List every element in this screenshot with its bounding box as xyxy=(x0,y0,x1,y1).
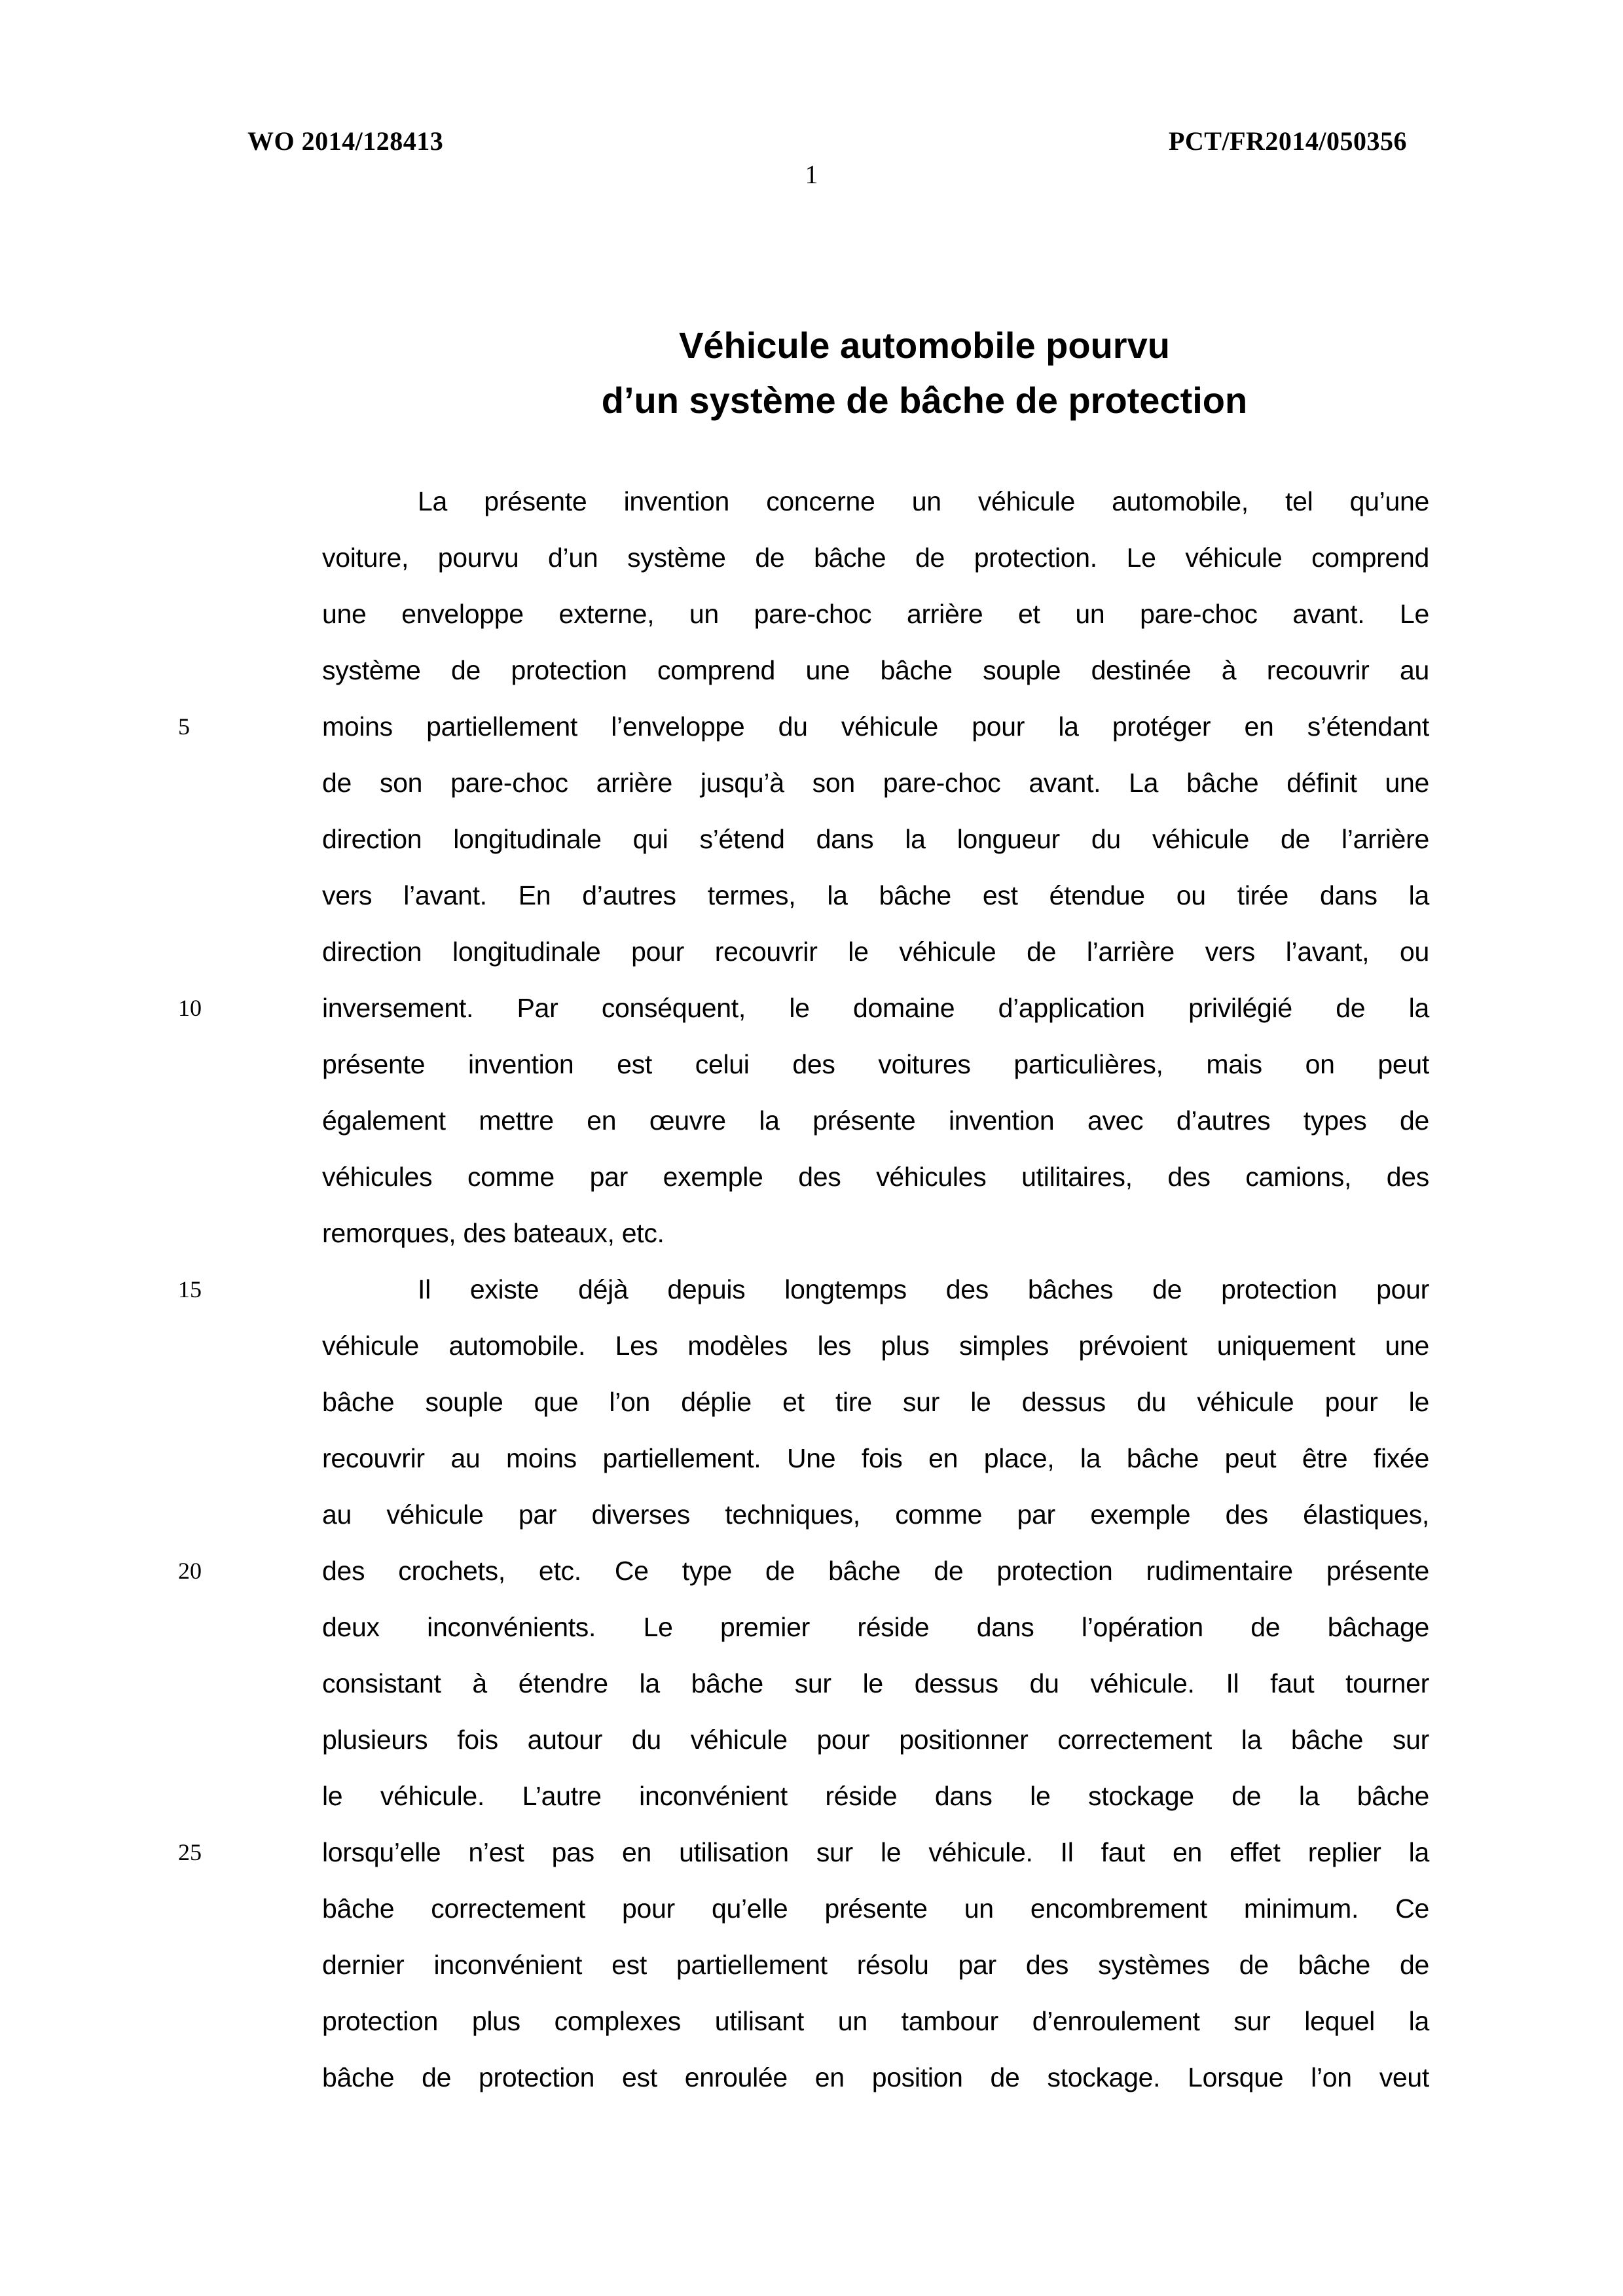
application-number: PCT/FR2014/050356 xyxy=(1168,126,1407,156)
body-line xyxy=(322,529,1429,586)
body-line xyxy=(322,811,1429,867)
body-line xyxy=(322,1712,1429,1768)
body-line-text: également mettre en œuvre la présente invention avec d’autres types de xyxy=(322,1105,1429,1136)
margin-line-number: 25 xyxy=(178,1839,202,1865)
body-line xyxy=(178,1543,1429,1599)
body-line-text: moins partiellement l’enveloppe du véhicule pour la protéger en s’étendant xyxy=(322,711,1429,742)
body-line xyxy=(322,1880,1429,1937)
margin-line-number xyxy=(178,1092,220,1149)
margin-line-number xyxy=(178,811,220,867)
body-line-text: inversement. Par conséquent, le domaine d’application privilégié de la xyxy=(322,993,1429,1023)
margin-line-number xyxy=(178,642,220,698)
margin-line-number xyxy=(178,867,220,924)
margin-line-number xyxy=(178,755,220,811)
publication-number: WO 2014/128413 xyxy=(247,126,444,156)
body-line xyxy=(322,586,1429,642)
body-line-text: système de protection comprend une bâche souple destinée à recouvrir au xyxy=(322,655,1429,685)
margin-line-number xyxy=(178,1599,220,1655)
margin-line-number xyxy=(178,1149,220,1205)
invention-title xyxy=(420,318,1429,428)
body-line-text: deux inconvénients. Le premier réside dans l’opération de bâchage xyxy=(322,1612,1429,1642)
body-line-text: des crochets, etc. Ce type de bâche de protection rudimentaire présente xyxy=(322,1556,1429,1586)
body-line xyxy=(322,1430,1429,1486)
body-line-text: bâche de protection est enroulée en position de stockage. Lorsque l’on veut xyxy=(322,2062,1429,2092)
body-line xyxy=(322,1993,1429,2049)
body-line-text: plusieurs fois autour du véhicule pour positionner correctement la bâche sur xyxy=(322,1725,1429,1755)
body-line xyxy=(322,1149,1429,1205)
body-line-text: bâche correctement pour qu’elle présente un encombrement minimum. Ce xyxy=(322,1893,1429,1924)
body-line xyxy=(178,698,1429,755)
body-line xyxy=(178,980,1429,1036)
body-line-text: le véhicule. L’autre inconvénient réside dans le stockage de la bâche xyxy=(322,1781,1429,1811)
margin-line-number xyxy=(178,529,220,586)
margin-line-number xyxy=(178,1655,220,1712)
body-line xyxy=(322,1768,1429,1824)
description-text xyxy=(178,473,1429,2106)
body-line xyxy=(322,1937,1429,1993)
margin-line-number xyxy=(178,1036,220,1092)
body-line-text: véhicules comme par exemple des véhicules utilitaires, des camions, des xyxy=(322,1162,1429,1192)
body-line xyxy=(322,1205,1429,1261)
body-line xyxy=(322,1092,1429,1149)
margin-line-number xyxy=(178,924,220,980)
body-line-text: lorsqu’elle n’est pas en utilisation sur le véhicule. Il faut en effet replier la xyxy=(322,1837,1429,1867)
margin-line-number xyxy=(178,2049,220,2106)
body-line-text: vers l’avant. En d’autres termes, la bâche est étendue ou tirée dans la xyxy=(322,880,1429,910)
margin-line-number xyxy=(178,1205,220,1261)
title-line-2: d’un système de bâche de protection xyxy=(601,380,1248,421)
body-line-text: direction longitudinale pour recouvrir le véhicule de l’arrière vers l’avant, ou xyxy=(322,937,1429,967)
body-line xyxy=(322,1036,1429,1092)
body-line xyxy=(322,473,1429,529)
body-line-text: consistant à étendre la bâche sur le dessus du véhicule. Il faut tourner xyxy=(322,1668,1429,1698)
body-line-text: recouvrir au moins partiellement. Une fois en place, la bâche peut être fixée xyxy=(322,1443,1429,1473)
margin-line-number xyxy=(178,1880,220,1937)
body-line xyxy=(322,755,1429,811)
body-line xyxy=(322,1599,1429,1655)
body-line-text: bâche souple que l’on déplie et tire sur le dessus du véhicule pour le xyxy=(322,1387,1429,1417)
margin-line-number xyxy=(178,1486,220,1543)
body-line-text: dernier inconvénient est partiellement résolu par des systèmes de bâche de xyxy=(322,1950,1429,1980)
margin-line-number xyxy=(178,1318,220,1374)
body-line xyxy=(322,1374,1429,1430)
margin-line-number xyxy=(178,1993,220,2049)
body-line-text: de son pare-choc arrière jusqu’à son pare-choc avant. La bâche définit une xyxy=(322,768,1429,798)
margin-line-number xyxy=(178,473,220,529)
margin-line-number xyxy=(178,1937,220,1993)
body-line xyxy=(178,1261,1429,1318)
margin-line-number: 15 xyxy=(178,1276,202,1302)
body-line xyxy=(322,867,1429,924)
body-line-text: une enveloppe externe, un pare-choc arrière et un pare-choc avant. Le xyxy=(322,599,1429,629)
margin-line-number xyxy=(178,586,220,642)
body-line xyxy=(322,2049,1429,2106)
body-line xyxy=(322,924,1429,980)
margin-line-number: 10 xyxy=(178,995,202,1021)
body-line-text: remorques, des bateaux, etc. xyxy=(322,1218,665,1248)
body-line xyxy=(322,1655,1429,1712)
body-line-text: présente invention est celui des voitures particulières, mais on peut xyxy=(322,1049,1429,1079)
margin-line-number xyxy=(178,1374,220,1430)
body-line-text: protection plus complexes utilisant un tambour d’enroulement sur lequel la xyxy=(322,2006,1429,2036)
margin-line-number xyxy=(178,1712,220,1768)
body-line-text: au véhicule par diverses techniques, comme par exemple des élastiques, xyxy=(322,1499,1429,1530)
margin-line-number: 5 xyxy=(178,713,190,740)
body-line-text: voiture, pourvu d’un système de bâche de protection. Le véhicule comprend xyxy=(322,543,1429,573)
body-line-text: La présente invention concerne un véhicule automobile, tel qu’une xyxy=(418,486,1429,516)
body-line-text: véhicule automobile. Les modèles les plus simples prévoient uniquement une xyxy=(322,1331,1429,1361)
margin-line-number: 20 xyxy=(178,1558,202,1584)
margin-line-number xyxy=(178,1430,220,1486)
body-line-text: Il existe déjà depuis longtemps des bâches de protection pour xyxy=(418,1274,1429,1304)
title-line-1: Véhicule automobile pourvu xyxy=(679,325,1170,366)
body-line xyxy=(322,1318,1429,1374)
body-line xyxy=(322,642,1429,698)
page-number: 1 xyxy=(805,160,818,189)
margin-line-number xyxy=(178,1768,220,1824)
body-line xyxy=(322,1486,1429,1543)
body-line-text: direction longitudinale qui s’étend dans la longueur du véhicule de l’arrière xyxy=(322,824,1429,854)
body-line xyxy=(178,1824,1429,1880)
